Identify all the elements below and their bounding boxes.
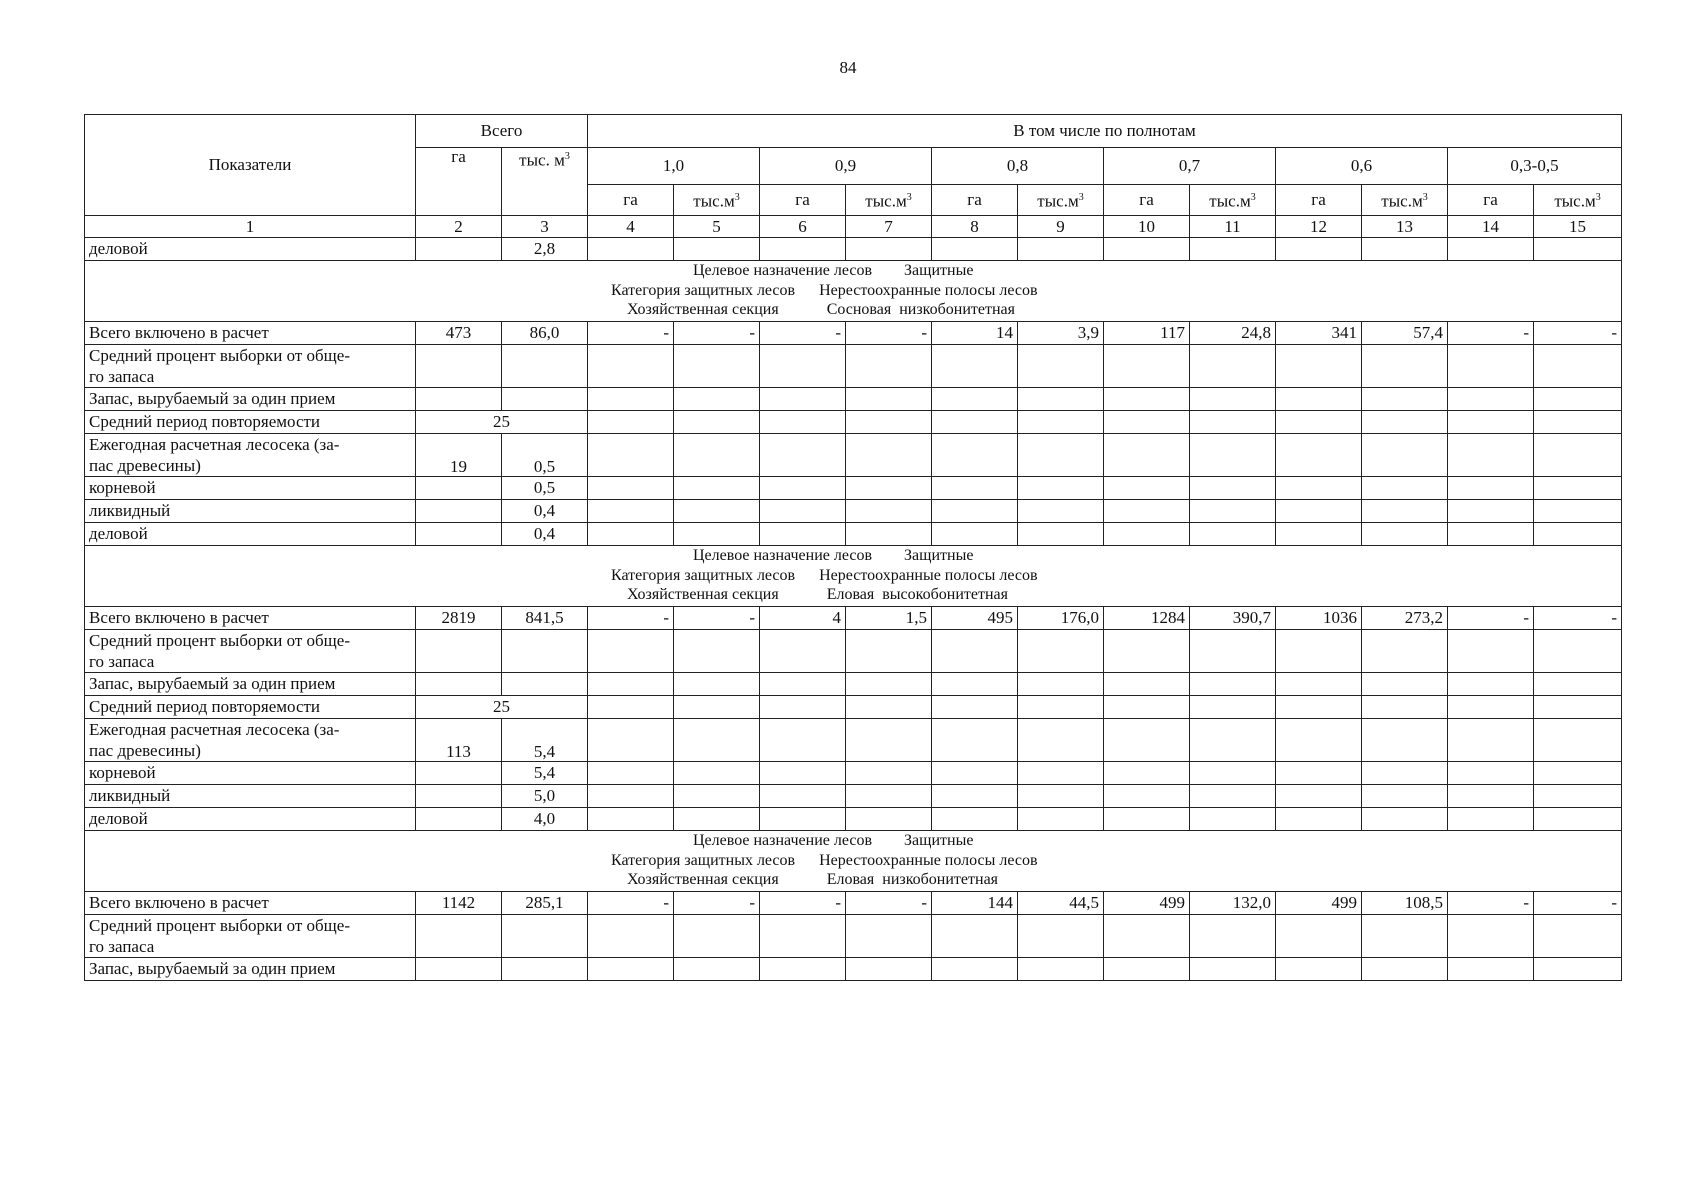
section-category: Категория защитных лесов Нерестоохранные полосы лесов — [611, 567, 1038, 584]
table-row — [85, 523, 1622, 546]
cell-value: 390,7 — [1190, 607, 1276, 630]
cell-value: - — [1534, 322, 1622, 345]
cell-value: 1,5 — [846, 607, 932, 630]
col-number: 13 — [1362, 216, 1448, 238]
section-heading-row — [85, 546, 1622, 607]
cell-value: 14 — [932, 322, 1018, 345]
section-purpose: Целевое назначение лесов Защитные — [693, 262, 974, 279]
cell-value: - — [846, 322, 932, 345]
header-ha: га — [1448, 185, 1534, 216]
cell-value: 0,4 — [502, 523, 588, 546]
header-density-4: 0,7 — [1104, 148, 1276, 185]
cell-value: 132,0 — [1190, 892, 1276, 915]
cell-value: 0,5 — [502, 434, 588, 477]
cell-value: - — [1534, 892, 1622, 915]
section-economic: Хозяйственная секция Сосновая низкобонитетная — [627, 301, 1016, 318]
cell-value: 1142 — [416, 892, 502, 915]
cell-value: 25 — [416, 696, 588, 719]
table-row — [85, 322, 1622, 345]
col-number: 10 — [1104, 216, 1190, 238]
row-label: корневой — [85, 762, 416, 785]
cell-value: 144 — [932, 892, 1018, 915]
header-by-density: В том числе по полнотам — [588, 115, 1622, 148]
cell-value: 0,5 — [502, 477, 588, 500]
header-density-2: 0,9 — [760, 148, 932, 185]
header-ha: га — [932, 185, 1018, 216]
table-row — [85, 607, 1622, 630]
cell-value: 5,0 — [502, 785, 588, 808]
cell-value: 0,4 — [502, 500, 588, 523]
row-label: деловой — [85, 238, 416, 261]
row-label: Всего включено в расчет — [85, 607, 416, 630]
header-density-1: 1,0 — [588, 148, 760, 185]
header-m3: $тыс.м^3$ — [1362, 185, 1448, 216]
cell-value: 4,0 — [502, 808, 588, 831]
col-number: 8 — [932, 216, 1018, 238]
cell-value: 273,2 — [1362, 607, 1448, 630]
cell-value: - — [1448, 892, 1534, 915]
section-purpose: Целевое назначение лесов Защитные — [693, 547, 974, 564]
cell-value: 113 — [416, 719, 502, 762]
cell-value: 19 — [416, 434, 502, 477]
row-label: Запас, вырубаемый за один прием — [85, 673, 416, 696]
table-row — [85, 762, 1622, 785]
header-total: Всего — [416, 115, 588, 148]
table-row — [85, 915, 1622, 958]
table-row — [85, 630, 1622, 673]
cell-value: 24,8 — [1190, 322, 1276, 345]
table-row — [85, 411, 1622, 434]
column-number-row — [85, 216, 1622, 238]
header-m3: $тыс.м^3$ — [1018, 185, 1104, 216]
table-row — [85, 892, 1622, 915]
section-economic: Хозяйственная секция Еловая высокобонитетная — [627, 586, 1008, 603]
cell-value: 5,4 — [502, 762, 588, 785]
col-number: 5 — [674, 216, 760, 238]
cell-value: 25 — [416, 411, 588, 434]
table-row — [85, 719, 1622, 762]
cell-value: - — [1448, 607, 1534, 630]
cell-value: - — [588, 892, 674, 915]
col-number: 3 — [502, 216, 588, 238]
table-row — [85, 477, 1622, 500]
row-label: Всего включено в расчет — [85, 892, 416, 915]
cell-value: - — [674, 322, 760, 345]
cell-value: 4 — [760, 607, 846, 630]
header-ha: га — [588, 185, 674, 216]
section-category: Категория защитных лесов Нерестоохранные полосы лесов — [611, 852, 1038, 869]
cell-value: 44,5 — [1018, 892, 1104, 915]
table-row — [85, 238, 1622, 261]
cell-value: 86,0 — [502, 322, 588, 345]
section-heading — [85, 546, 1622, 607]
row-label: Средний процент выборки от обще- го запаса — [85, 345, 416, 388]
cell-value: 499 — [1104, 892, 1190, 915]
row-label: деловой — [85, 808, 416, 831]
cell-value: - — [760, 892, 846, 915]
header-m3: $тыс.м^3$ — [846, 185, 932, 216]
row-label: ликвидный — [85, 500, 416, 523]
table-row — [85, 345, 1622, 388]
cell-value: - — [760, 322, 846, 345]
header-total-m3: тыс. $м^3$ — [502, 148, 588, 216]
col-number: 6 — [760, 216, 846, 238]
table-row — [85, 696, 1622, 719]
section-heading-row — [85, 831, 1622, 892]
col-number: 2 — [416, 216, 502, 238]
header-ha: га — [1276, 185, 1362, 216]
row-label: деловой — [85, 523, 416, 546]
col-number: 4 — [588, 216, 674, 238]
table-row — [85, 388, 1622, 411]
cell-value: 3,9 — [1018, 322, 1104, 345]
header-ha: га — [760, 185, 846, 216]
row-label: Средний процент выборки от обще- го запаса — [85, 630, 416, 673]
section-heading-row — [85, 261, 1622, 322]
row-label: Ежегодная расчетная лесосека (за- пас древесины) — [85, 434, 416, 477]
cell-value: 176,0 — [1018, 607, 1104, 630]
cell-value: 285,1 — [502, 892, 588, 915]
cell-value: - — [674, 892, 760, 915]
cell-value: - — [588, 322, 674, 345]
col-number: 7 — [846, 216, 932, 238]
section-heading — [85, 261, 1622, 322]
cell-value: 841,5 — [502, 607, 588, 630]
col-number: 1 — [85, 216, 416, 238]
row-label: Средний период повторяемости — [85, 696, 416, 719]
header-density-5: 0,6 — [1276, 148, 1448, 185]
cell-value: - — [588, 607, 674, 630]
section-category: Категория защитных лесов Нерестоохранные полосы лесов — [611, 282, 1038, 299]
row-label: Средний процент выборки от обще- го запаса — [85, 915, 416, 958]
col-number: 11 — [1190, 216, 1276, 238]
table-row — [85, 500, 1622, 523]
section-heading — [85, 831, 1622, 892]
row-label: корневой — [85, 477, 416, 500]
col-number: 12 — [1276, 216, 1362, 238]
cell-value: 117 — [1104, 322, 1190, 345]
header-density-6: 0,3-0,5 — [1448, 148, 1622, 185]
row-label: Средний период повторяемости — [85, 411, 416, 434]
page-number: 84 — [839, 58, 857, 77]
table-row — [85, 808, 1622, 831]
row-label: ликвидный — [85, 785, 416, 808]
row-label: Запас, вырубаемый за один прием — [85, 388, 416, 411]
table-row — [85, 785, 1622, 808]
cell-value: - — [1534, 607, 1622, 630]
section-purpose: Целевое назначение лесов Защитные — [693, 832, 974, 849]
cell-value: - — [674, 607, 760, 630]
header-m3: $тыс.м^3$ — [674, 185, 760, 216]
cell-value: 5,4 — [502, 719, 588, 762]
row-label: Ежегодная расчетная лесосека (за- пас древесины) — [85, 719, 416, 762]
row-label: Всего включено в расчет — [85, 322, 416, 345]
cell-value: 473 — [416, 322, 502, 345]
cell-value: 499 — [1276, 892, 1362, 915]
cell-value: 57,4 — [1362, 322, 1448, 345]
col-number: 9 — [1018, 216, 1104, 238]
cell-value: 108,5 — [1362, 892, 1448, 915]
cell-value: 1036 — [1276, 607, 1362, 630]
cell-value: 341 — [1276, 322, 1362, 345]
cell-value: 495 — [932, 607, 1018, 630]
col-number: 15 — [1534, 216, 1622, 238]
row-label: Запас, вырубаемый за один прием — [85, 958, 416, 981]
header-indicators: Показатели — [85, 115, 416, 216]
header-density-3: 0,8 — [932, 148, 1104, 185]
table-row — [85, 434, 1622, 477]
header-m3: $тыс.м^3$ — [1534, 185, 1622, 216]
cell-value: 1284 — [1104, 607, 1190, 630]
header-ha: га — [1104, 185, 1190, 216]
cell-value: 2819 — [416, 607, 502, 630]
cell-value: - — [846, 892, 932, 915]
cell-value: - — [1448, 322, 1534, 345]
header-total-ha: га — [416, 148, 502, 216]
col-number: 14 — [1448, 216, 1534, 238]
header-m3: $тыс.м^3$ — [1190, 185, 1276, 216]
table-row — [85, 673, 1622, 696]
cell-value: 2,8 — [502, 238, 588, 261]
section-economic: Хозяйственная секция Еловая низкобонитетная — [627, 871, 999, 888]
allowable-cut-table — [84, 114, 1622, 981]
table-row — [85, 958, 1622, 981]
